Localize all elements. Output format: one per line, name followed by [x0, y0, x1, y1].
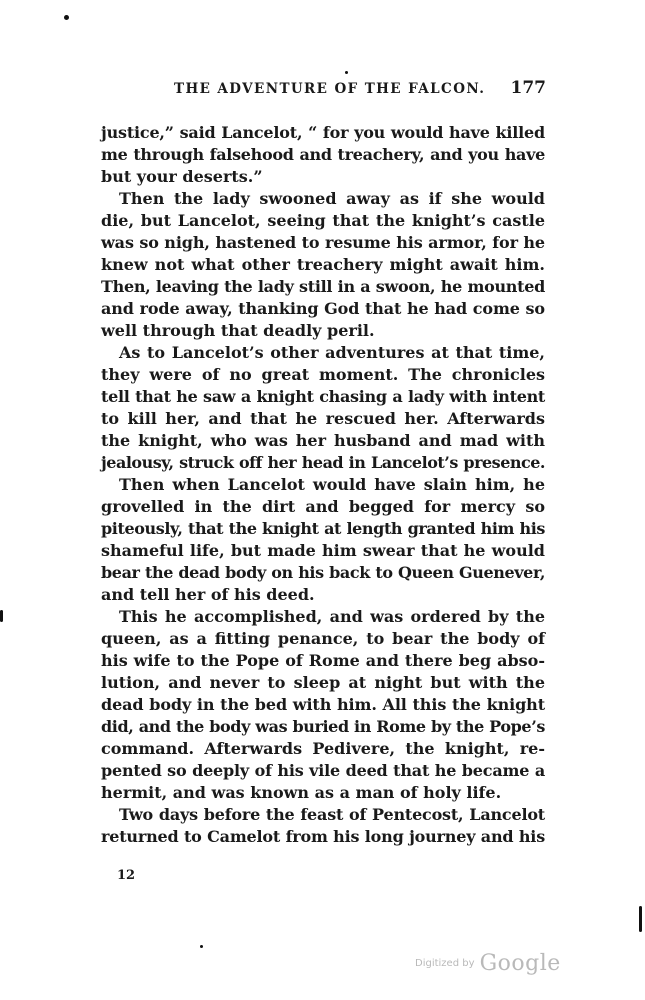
text-line: returned to Camelot from his long journey and his [101, 827, 545, 846]
text-line: the knight, who was her husband and mad with [101, 431, 545, 450]
scan-speck [200, 945, 203, 948]
text-line: grovelled in the dirt and begged for mercy so [101, 497, 545, 516]
text-line: his wife to the Pope of Rome and there beg abso- [101, 651, 545, 670]
text-line: well through that deadly peril. [101, 321, 375, 340]
text-line: lution, and never to sleep at night but with the [101, 673, 545, 692]
google-logo: Google [479, 951, 561, 976]
scan-speck [345, 71, 348, 74]
text-line: die, but Lancelot, seeing that the knight’s castle [101, 211, 545, 230]
text-line: As to Lancelot’s other adventures at that time, [119, 343, 545, 362]
scan-speck [64, 15, 69, 20]
text-line: shameful life, but made him swear that he would [101, 541, 545, 560]
text-line: hermit, and was known as a man of holy life. [101, 783, 502, 802]
text-line: and rode away, thanking God that he had come so [101, 299, 545, 318]
running-title: THE ADVENTURE OF THE FALCON. [174, 81, 486, 97]
text-line: they were of no great moment. The chronicles [101, 365, 545, 384]
text-line: was so nigh, hastened to resume his armor, for he [101, 233, 545, 252]
text-line: bear the dead body on his back to Queen Guenever, [101, 563, 545, 582]
running-head [174, 78, 546, 100]
text-line: justice,” said Lancelot, “ for you would have killed [101, 123, 545, 142]
text-line: did, and the body was buried in Rome by the Pope’s [101, 717, 545, 736]
text-line: Then when Lancelot would have slain him, he [119, 475, 545, 494]
text-line: jealousy, struck off her head in Lancelot’s presence. [101, 453, 545, 472]
text-line: piteously, that the knight at length granted him his [101, 519, 545, 538]
text-line: dead body in the bed with him. All this the knight [101, 695, 545, 714]
text-line: Then the lady swooned away as if she would [119, 189, 545, 208]
text-line: to kill her, and that he rescued her. Afterwards [101, 409, 545, 428]
text-line: me through falsehood and treachery, and you have [101, 145, 545, 164]
text-line: pented so deeply of his vile deed that he became a [101, 761, 545, 780]
text-line: Then, leaving the lady still in a swoon, he mounted [101, 277, 545, 296]
scan-edge-mark [639, 906, 642, 932]
text-line: knew not what other treachery might await him. [101, 255, 545, 274]
text-line: command. Afterwards Pedivere, the knight, re- [101, 739, 545, 758]
scan-edge-mark [0, 610, 3, 622]
text-line: but your deserts.” [101, 167, 263, 186]
page-number: 177 [510, 78, 546, 98]
text-line: queen, as a fitting penance, to bear the body of [101, 629, 545, 648]
body-text [101, 122, 545, 848]
text-line: tell that he saw a knight chasing a lady with intent [101, 387, 545, 406]
signature-mark: 12 [117, 868, 136, 883]
watermark-prefix: Digitized by [415, 958, 475, 969]
text-line: and tell her of his deed. [101, 585, 315, 604]
text-line: Two days before the feast of Pentecost, Lancelot [119, 805, 545, 824]
text-line: This he accomplished, and was ordered by the [119, 607, 545, 626]
digitized-watermark [415, 951, 561, 981]
